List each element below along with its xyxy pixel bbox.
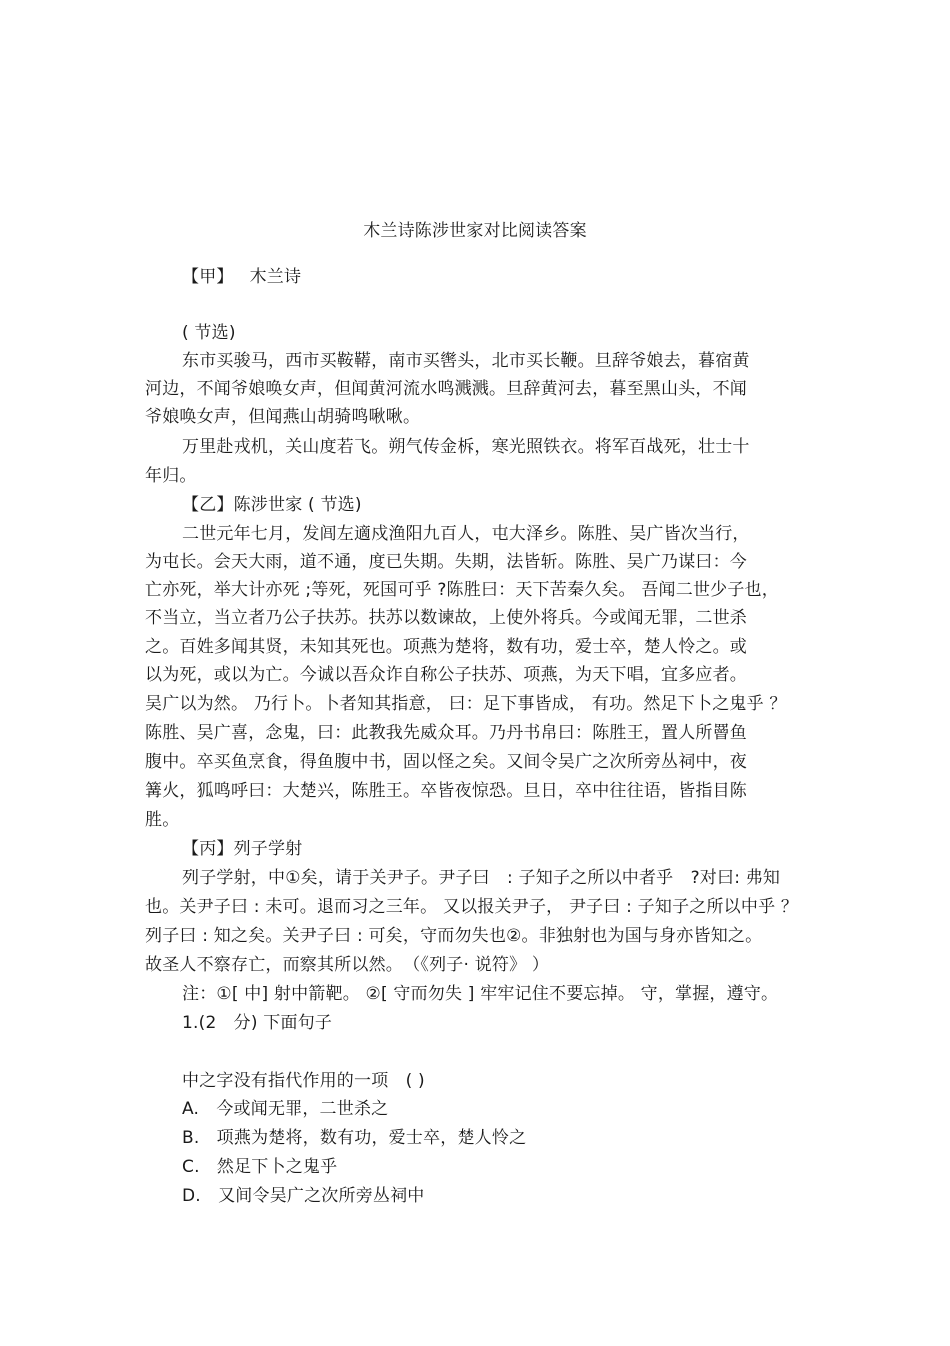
section-jia-note: ( 节选) (182, 323, 236, 343)
section-yi-heading: 【乙】陈涉世家 ( 节选) (182, 495, 362, 515)
text-line: 河边，不闻爷娘唤女声，但闻黄河流水鸣溅溅。旦辞黄河去，暮至黑山头，不闻 (145, 379, 747, 399)
option-letter: A. (182, 1099, 200, 1119)
question-number: 1.(2 分) 下面句子 (182, 1013, 333, 1033)
option-a (182, 1098, 388, 1120)
option-letter: B. (182, 1128, 200, 1148)
text-line: 为屯长。会天大雨，道不通，度已失期。失期，法皆斩。陈胜、吴广乃谋曰：今 (145, 552, 747, 572)
section-jia-name: 木兰诗 (249, 267, 302, 287)
text-line: 亡亦死，举大计亦死 ;等死，死国可乎 ?陈胜曰：天下苦秦久矣。 吾闻二世少子也， (145, 580, 779, 600)
text-line: 吴广以为然。 乃行卜。卜者知其指意， 曰：足下事皆成， 有功。然足下卜之鬼乎 ？ (145, 694, 787, 714)
option-text: 又间令吴广之次所旁丛祠中 (218, 1186, 425, 1206)
option-text: 然足下卜之鬼乎 (216, 1157, 338, 1177)
text-line: 胜。 (145, 810, 180, 830)
option-text: 项燕为楚将，数有功，爱士卒，楚人怜之 (216, 1128, 527, 1148)
text-line: 爷娘唤女声，但闻燕山胡骑鸣啾啾。 (145, 407, 421, 427)
option-letter: C. (182, 1157, 200, 1177)
option-letter: D. (182, 1186, 201, 1206)
text-line: 陈胜、吴广喜，念鬼，曰：此教我先威众耳。乃丹书帛曰：陈胜王，置人所罾鱼 (145, 723, 747, 743)
option-text: 今或闻无罪，二世杀之 (216, 1099, 389, 1119)
text-line: 故圣人不察存亡，而察其所以然。 （《列子· 说符》 ） (145, 955, 550, 975)
text-line: 以为死，或以为亡。今诚以吾众诈自称公子扶苏、项燕，为天下唱，宜多应者。 (145, 665, 747, 685)
text-line: 之。百姓多闻其贤，未知其死也。项燕为楚将，数有功，爱士卒，楚人怜之。或 (145, 637, 747, 657)
option-d (182, 1185, 425, 1207)
text-line: 腹中。卒买鱼烹食，得鱼腹中书，固以怪之矣。又间令吴广之次所旁丛祠中，夜 (145, 752, 747, 772)
text-line: 年归。 (145, 466, 197, 486)
section-jia-label: 【甲】 (182, 267, 234, 287)
text-line: 列子学射，中①矣，请于关尹子。尹子曰 : 子知子之所以中者乎 ?对曰: 弗知 (182, 868, 781, 888)
text-line: 东市买骏马，西市买鞍鞯，南市买辔头，北市买长鞭。旦辞爷娘去，暮宿黄 (182, 351, 750, 371)
notes-line: 注：①[ 中] 射中箭靶。 ②[ 守而勿失 ] 牢牢记住不要忘掉。 守，掌握，遵守。 (182, 984, 779, 1004)
text-line: 万里赴戎机，关山度若飞。朔气传金柝，寒光照铁衣。将军百战死，壮士十 (182, 437, 750, 457)
text-line: 列子曰 : 知之矣。关尹子曰 : 可矣，守而勿失也②。非独射也为国与身亦皆知之。 (145, 926, 763, 946)
question-stem: 中之字没有指代作用的一项 ( ) (182, 1071, 425, 1091)
text-line: 也。关尹子曰 : 未可。退而习之三年。 又以报关尹子， 尹子曰 : 子知子之所以中乎 ？ (145, 897, 799, 917)
option-c (182, 1156, 337, 1178)
section-bing-heading: 【丙】列子学射 (182, 839, 303, 859)
text-line: 二世元年七月，发闾左適戍渔阳九百人，屯大泽乡。陈胜、吴广皆次当行， (182, 524, 750, 544)
text-line: 不当立，当立者乃公子扶苏。扶苏以数谏故，上使外将兵。今或闻无罪，二世杀 (145, 608, 747, 628)
section-jia-heading (182, 266, 301, 288)
page-title: 木兰诗陈涉世家对比阅读答案 (363, 221, 587, 241)
option-b (182, 1127, 526, 1149)
text-line: 篝火，狐鸣呼曰：大楚兴，陈胜王。卒皆夜惊恐。旦日，卒中往往语，皆指目陈 (145, 781, 747, 801)
